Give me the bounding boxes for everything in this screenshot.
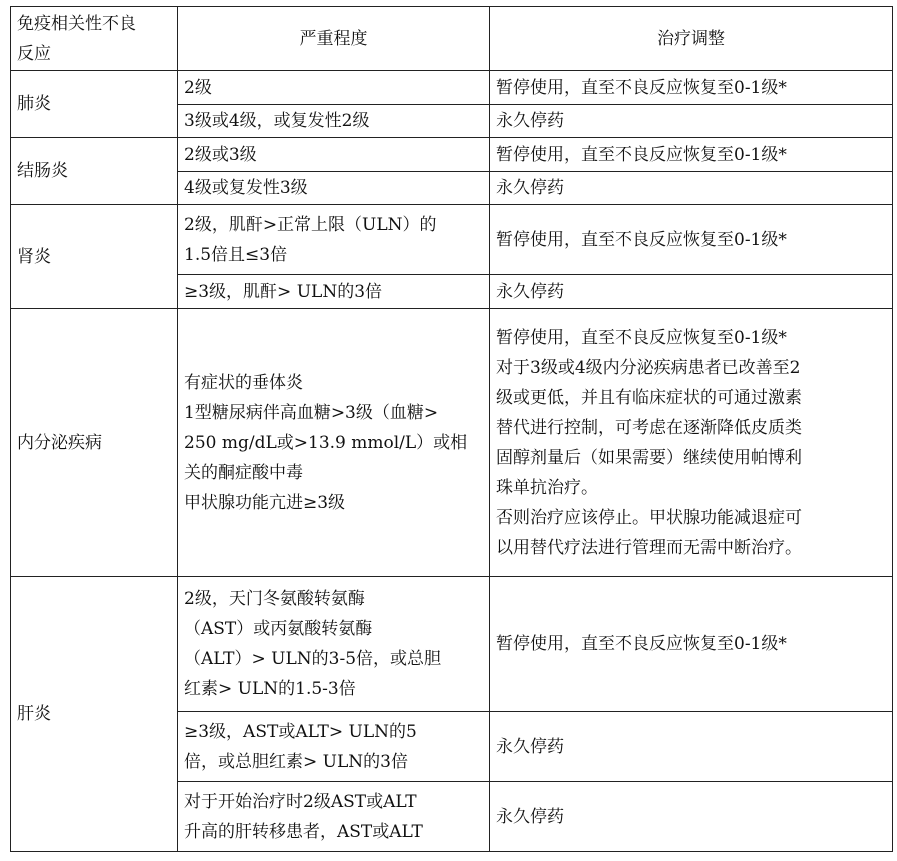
header-severity: 严重程度: [178, 7, 490, 71]
severity-cell: ≥3级，肌酐> ULN的3倍: [178, 275, 490, 309]
severity-line: 红素> ULN的1.5-3倍: [184, 679, 356, 699]
header-col1-line: 免疫相关性不良: [17, 13, 136, 34]
treatment-cell: 永久停药: [490, 782, 893, 852]
severity-cell: 2级或3级: [178, 138, 490, 172]
severity-cell: [178, 782, 490, 852]
row-label-colitis: 结肠炎: [11, 138, 178, 205]
row-label-pneumonitis: 肺炎: [11, 71, 178, 138]
severity-line: 有症状的垂体炎: [184, 372, 303, 393]
severity-cell: 4级或复发性3级: [178, 172, 490, 205]
treatment-line: 固醇剂量后（如果需要）继续使用帕博利: [496, 447, 802, 468]
row-label-nephritis: 肾炎: [11, 205, 178, 309]
header-treatment: 治疗调整: [490, 7, 893, 71]
header-reaction-type: [11, 7, 178, 71]
treatment-line: 替代进行控制，可考虑在逐渐降低皮质类: [496, 417, 802, 438]
severity-line: 倍，或总胆红素> ULN的3倍: [184, 751, 408, 772]
table-row: [11, 577, 893, 712]
severity-cell: 3级或4级，或复发性2级: [178, 105, 490, 138]
severity-cell: [178, 309, 490, 577]
treatment-line: 级或更低，并且有临床症状的可通过激素: [496, 387, 802, 408]
severity-line: ≥3级，AST或ALT> ULN的5: [184, 721, 417, 742]
severity-line: 1.5倍且≤3倍: [184, 244, 288, 265]
treatment-cell: 永久停药: [490, 172, 893, 205]
severity-line: 关的酮症酸中毒: [184, 462, 303, 483]
table-row: [11, 309, 893, 577]
treatment-cell: 暂停使用，直至不良反应恢复至0-1级*: [490, 205, 893, 275]
treatment-cell: [490, 309, 893, 577]
severity-line: 2级，肌酐>正常上限（ULN）的: [184, 214, 437, 235]
severity-cell: [178, 712, 490, 782]
treatment-cell: 暂停使用，直至不良反应恢复至0-1级*: [490, 71, 893, 105]
row-label-endocrine: 内分泌疾病: [11, 309, 178, 577]
treatment-cell: 永久停药: [490, 275, 893, 309]
severity-cell: [178, 577, 490, 712]
table-row: [11, 205, 893, 275]
table-row: [11, 71, 893, 105]
severity-cell: 2级: [178, 71, 490, 105]
treatment-line: 对于3级或4级内分泌疾病患者已改善至2: [496, 357, 801, 378]
severity-line: 对于开始治疗时2级AST或ALT: [184, 791, 417, 812]
treatment-cell: 永久停药: [490, 105, 893, 138]
severity-line: （ALT）> ULN的3-5倍，或总胆: [184, 649, 442, 669]
row-label-hepatitis: 肝炎: [11, 577, 178, 852]
severity-line: 250 mg/dL或>13.9 mmol/L）或相: [184, 432, 468, 453]
severity-line: 2级，天门冬氨酸转氨酶: [184, 589, 365, 609]
treatment-cell: 暂停使用，直至不良反应恢复至0-1级*: [490, 138, 893, 172]
treatment-line: 否则治疗应该停止。甲状腺功能减退症可: [496, 507, 802, 528]
table-header-row: [11, 7, 893, 71]
treatment-line: 暂停使用，直至不良反应恢复至0-1级*: [496, 327, 787, 348]
severity-cell: [178, 205, 490, 275]
adverse-reaction-table: [10, 6, 893, 852]
treatment-cell: 永久停药: [490, 712, 893, 782]
severity-line: 1型糖尿病伴高血糖>3级（血糖>: [184, 402, 439, 423]
severity-line: 甲状腺功能亢进≥3级: [184, 492, 346, 513]
header-col1-line: 反应: [17, 43, 51, 64]
severity-line: （AST）或丙氨酸转氨酶: [184, 619, 373, 639]
table-row: [11, 138, 893, 172]
treatment-line: 以用替代疗法进行管理而无需中断治疗。: [496, 537, 802, 558]
treatment-cell: 暂停使用，直至不良反应恢复至0-1级*: [490, 577, 893, 712]
severity-line: 升高的肝转移患者，AST或ALT: [184, 821, 423, 842]
treatment-line: 珠单抗治疗。: [496, 477, 598, 498]
